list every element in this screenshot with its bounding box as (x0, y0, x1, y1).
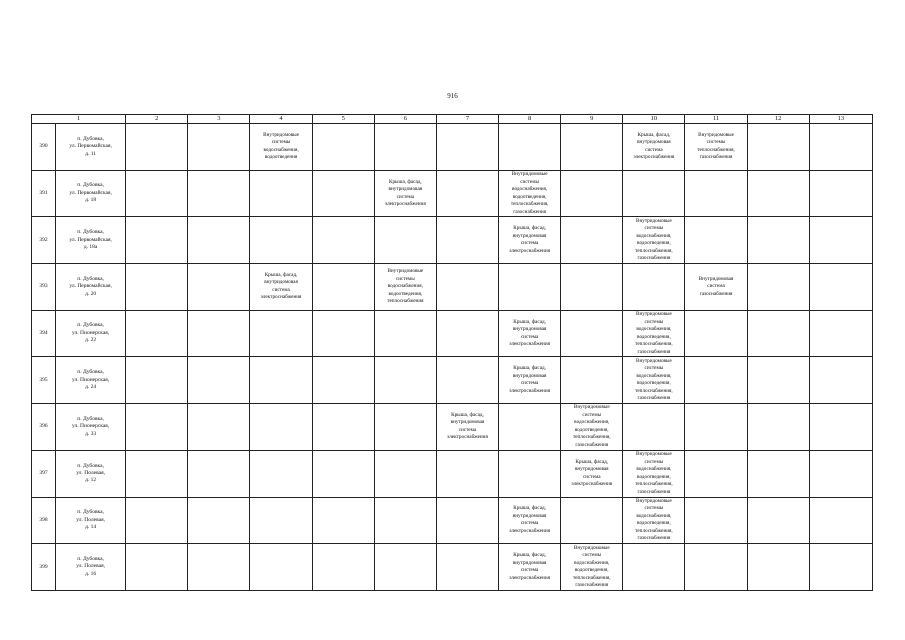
work-cell-col-12 (747, 497, 809, 544)
table-body (32, 124, 873, 591)
row-number-text: 391 (39, 190, 48, 197)
repair-schedule-table (31, 114, 873, 591)
work-cell-col-13 (809, 124, 872, 171)
work-cell-col-10 (623, 124, 685, 171)
work-cell-col-8 (499, 544, 561, 591)
work-cell-col-10 (623, 357, 685, 404)
work-cell-col-9 (561, 310, 623, 357)
work-cell-col-13 (809, 217, 872, 264)
work-cell-col-2 (126, 544, 188, 591)
work-cell-col-3 (188, 310, 250, 357)
work-cell-col-13 (809, 497, 872, 544)
work-cell-col-11 (685, 544, 747, 591)
work-cell-col-8 (499, 310, 561, 357)
work-cell-col-9 (561, 450, 623, 497)
work-cell-col-11 (685, 264, 747, 311)
work-cell-col-12 (747, 450, 809, 497)
table-row (32, 264, 873, 311)
work-cell-col-4 (250, 310, 312, 357)
work-cell-col-4 (250, 404, 312, 451)
column-header-4: 4 (250, 115, 312, 124)
work-cell-text: Внутридомовые системы водоснабжения, водоотведения, теплоснабжения, газоснабжения (635, 451, 673, 495)
address-text: п. Дубовка, ул. Пионерская, д. 33 (72, 415, 110, 437)
address-cell (56, 404, 126, 451)
row-number (32, 404, 56, 451)
work-cell-col-9 (561, 124, 623, 171)
work-cell-col-11 (685, 310, 747, 357)
work-cell-text: Внутридомовые системы водоснабжения, водоотведения, теплоснабжения, газоснабжения (510, 171, 549, 215)
work-cell-col-10 (623, 497, 685, 544)
work-cell-col-12 (747, 264, 809, 311)
work-cell-text: Крыша, фасад, внутридомовая система электроснабжения (384, 178, 426, 208)
work-cell-text: Крыша, фасад, внутридомовая система электроснабжения (633, 131, 675, 161)
work-cell-col-9 (561, 404, 623, 451)
table-row (32, 217, 873, 264)
row-number (32, 217, 56, 264)
work-cell-col-4 (250, 170, 312, 217)
address-cell (56, 450, 126, 497)
work-cell-col-2 (126, 310, 188, 357)
table-row (32, 310, 873, 357)
address-text: п. Дубовка, ул. Полевая, д. 14 (76, 509, 105, 531)
table-row (32, 357, 873, 404)
address-cell (56, 310, 126, 357)
table-row (32, 124, 873, 171)
work-cell-col-6 (374, 404, 436, 451)
column-header-11: 11 (685, 115, 747, 124)
work-cell-col-3 (188, 450, 250, 497)
row-number (32, 310, 56, 357)
work-cell-text: Крыша, фасад, внутридомовая система электроснабжения (509, 225, 550, 254)
work-cell-col-13 (809, 310, 872, 357)
work-cell-col-7 (436, 310, 498, 357)
work-cell-col-5 (312, 544, 374, 591)
work-cell-col-2 (126, 264, 188, 311)
work-cell-col-10 (623, 310, 685, 357)
work-cell-col-12 (747, 544, 809, 591)
work-cell-text: Крыша, фасад, внутридомовая система электроснабжения (509, 318, 550, 348)
work-cell-col-2 (126, 450, 188, 497)
work-cell-col-6 (374, 310, 436, 357)
work-cell-col-10 (623, 264, 685, 311)
work-cell-col-3 (188, 170, 250, 217)
work-cell-col-7 (436, 264, 498, 311)
row-number (32, 264, 56, 311)
work-cell-col-4 (250, 357, 312, 404)
work-cell-col-5 (312, 217, 374, 264)
work-cell-text: Внутридомовые системы водоснабжения, водоотведения, теплоснабжения, газоснабжения (572, 404, 611, 448)
column-header-5: 5 (312, 115, 374, 124)
work-cell-col-12 (747, 124, 809, 171)
work-cell-col-13 (809, 404, 872, 451)
work-cell-col-7 (436, 404, 498, 451)
work-cell-col-13 (809, 264, 872, 311)
work-cell-col-3 (188, 217, 250, 264)
work-cell-col-9 (561, 217, 623, 264)
work-cell-col-5 (312, 264, 374, 311)
row-number-text: 399 (39, 563, 48, 570)
work-cell-col-7 (436, 124, 498, 171)
work-cell-col-9 (561, 264, 623, 311)
column-header-9: 9 (561, 115, 623, 124)
work-cell-col-5 (312, 497, 374, 544)
work-cell-col-6 (374, 217, 436, 264)
column-header-10: 10 (623, 115, 685, 124)
row-number-text: 397 (39, 470, 48, 477)
work-cell-col-12 (747, 357, 809, 404)
work-cell-col-8 (499, 124, 561, 171)
address-cell (56, 217, 126, 264)
address-text: п. Дубовка, ул. Полевая, д. 16 (76, 555, 105, 577)
row-number-text: 394 (39, 330, 48, 337)
column-number-row (32, 115, 873, 124)
row-number-text: 392 (39, 236, 48, 243)
row-number-text: 390 (39, 143, 48, 150)
address-cell (56, 497, 126, 544)
work-cell-text: Внутридомовые системы водоснабжения, водоотведения, теплоснабжения, газоснабжения (572, 544, 611, 589)
work-cell-col-5 (312, 357, 374, 404)
work-cell-col-7 (436, 170, 498, 217)
address-text: п. Дубовка, ул. Первомайская, д. 11 (69, 135, 112, 157)
address-cell (56, 357, 126, 404)
address-cell (56, 124, 126, 171)
work-cell-col-12 (747, 404, 809, 451)
work-cell-col-3 (188, 544, 250, 591)
address-cell (56, 544, 126, 591)
work-cell-text: Внутридомовые системы водоснабжения, водоотведения, теплоснабжения, газоснабжения (635, 217, 673, 262)
work-cell-col-5 (312, 170, 374, 217)
column-header-1: 1 (32, 115, 126, 124)
work-cell-col-10 (623, 170, 685, 217)
work-cell-col-6 (374, 357, 436, 404)
work-cell-col-7 (436, 497, 498, 544)
work-cell-col-8 (499, 404, 561, 451)
work-cell-text: Крыша, фасад, внутридомовая система электроснабжения (509, 365, 550, 394)
work-cell-text: Внутридомовая система газоснабжения (698, 275, 734, 297)
work-cell-col-4 (250, 450, 312, 497)
work-cell-col-9 (561, 170, 623, 217)
work-cell-text: Внутридомовые системы теплоснабжения, газоснабжения (697, 131, 735, 161)
work-cell-text: Внутридомовые системы водоснабжения, водоотведения (263, 131, 299, 161)
table-row (32, 450, 873, 497)
work-cell-col-3 (188, 264, 250, 311)
work-cell-col-8 (499, 357, 561, 404)
work-cell-col-6 (374, 544, 436, 591)
row-number (32, 357, 56, 404)
row-number (32, 544, 56, 591)
work-cell-text: Внутридомовые системы водоснабжения, водоотведения, теплоснабжения (387, 268, 424, 305)
work-cell-col-12 (747, 170, 809, 217)
work-cell-col-11 (685, 124, 747, 171)
work-cell-col-10 (623, 544, 685, 591)
row-number (32, 497, 56, 544)
work-cell-col-11 (685, 497, 747, 544)
table-row (32, 404, 873, 451)
work-cell-col-8 (499, 170, 561, 217)
work-cell-col-6 (374, 124, 436, 171)
table-row (32, 497, 873, 544)
work-cell-col-6 (374, 450, 436, 497)
work-cell-col-4 (250, 497, 312, 544)
work-cell-text: Крыша, фасад, внутридомовая система электроснабжения (447, 411, 488, 441)
work-cell-col-10 (623, 450, 685, 497)
address-cell (56, 170, 126, 217)
work-cell-col-6 (374, 170, 436, 217)
row-number-text: 398 (39, 516, 48, 523)
work-cell-col-13 (809, 450, 872, 497)
address-text: п. Дубовка, ул. Первомайская, д. 18а (69, 229, 112, 250)
work-cell-col-12 (747, 310, 809, 357)
work-cell-text: Крыша, фасад, внутридомовая система электроснабжения (509, 552, 550, 581)
work-cell-col-6 (374, 264, 436, 311)
column-header-13: 13 (809, 115, 872, 124)
work-cell-col-5 (312, 404, 374, 451)
work-cell-col-11 (685, 450, 747, 497)
column-header-3: 3 (188, 115, 250, 124)
work-cell-col-2 (126, 404, 188, 451)
work-cell-text: Внутридомовые системы водоснабжения, водоотведения, теплоснабжения, газоснабжения (635, 311, 673, 355)
work-cell-col-12 (747, 217, 809, 264)
work-cell-col-4 (250, 264, 312, 311)
work-cell-col-10 (623, 404, 685, 451)
work-cell-col-4 (250, 124, 312, 171)
table-row (32, 170, 873, 217)
work-cell-col-11 (685, 404, 747, 451)
row-number (32, 170, 56, 217)
work-cell-col-5 (312, 124, 374, 171)
work-cell-col-13 (809, 170, 872, 217)
row-number-text: 393 (39, 283, 48, 290)
address-text: п. Дубовка, ул. Первомайская, д. 20 (69, 275, 112, 297)
work-cell-text: Крыша, фасад, внутридомовая система электроснабжения (509, 505, 550, 534)
work-cell-col-7 (436, 217, 498, 264)
work-cell-col-3 (188, 404, 250, 451)
work-cell-col-9 (561, 497, 623, 544)
work-cell-col-11 (685, 357, 747, 404)
work-cell-col-9 (561, 357, 623, 404)
work-cell-col-4 (250, 217, 312, 264)
work-cell-col-5 (312, 310, 374, 357)
column-header-2: 2 (126, 115, 188, 124)
work-cell-col-11 (685, 217, 747, 264)
work-cell-col-8 (499, 217, 561, 264)
work-cell-col-13 (809, 544, 872, 591)
work-cell-col-4 (250, 544, 312, 591)
address-text: п. Дубовка, ул. Первомайская, д. 18 (69, 182, 112, 204)
column-header-6: 6 (374, 115, 436, 124)
row-number-text: 395 (39, 376, 48, 383)
work-cell-col-8 (499, 264, 561, 311)
page-number: 916 (447, 92, 458, 100)
row-number-text: 396 (39, 423, 48, 430)
work-cell-col-3 (188, 357, 250, 404)
work-cell-col-3 (188, 497, 250, 544)
work-cell-col-5 (312, 450, 374, 497)
work-cell-col-2 (126, 170, 188, 217)
column-header-7: 7 (436, 115, 498, 124)
work-cell-col-7 (436, 357, 498, 404)
work-cell-col-11 (685, 170, 747, 217)
work-cell-text: Внутридомовые системы водоснабжения, водоотведения, теплоснабжения, газоснабжения (635, 357, 673, 402)
work-cell-text: Крыша, фасад, внутридомовая система электроснабжения (571, 458, 613, 488)
work-cell-text: Крыша, фасад, внутридомовая система электроснабжения (260, 271, 302, 301)
address-text: п. Дубовка, ул. Полевая, д. 12 (76, 462, 105, 484)
work-cell-col-8 (499, 450, 561, 497)
work-cell-col-6 (374, 497, 436, 544)
work-cell-col-2 (126, 357, 188, 404)
work-cell-col-7 (436, 450, 498, 497)
column-header-12: 12 (747, 115, 809, 124)
column-header-8: 8 (499, 115, 561, 124)
table-row (32, 544, 873, 591)
row-number (32, 450, 56, 497)
work-cell-col-7 (436, 544, 498, 591)
address-cell (56, 264, 126, 311)
work-cell-col-10 (623, 217, 685, 264)
work-cell-col-2 (126, 124, 188, 171)
work-cell-col-2 (126, 497, 188, 544)
work-cell-col-8 (499, 497, 561, 544)
work-cell-col-13 (809, 357, 872, 404)
address-text: п. Дубовка, ул. Пионерская, д. 24 (72, 369, 110, 390)
work-cell-text: Внутридомовые системы водоснабжения, водоотведения, теплоснабжения, газоснабжения (635, 497, 673, 542)
address-text: п. Дубовка, ул. Пионерская, д. 22 (72, 322, 110, 344)
row-number (32, 124, 56, 171)
work-cell-col-2 (126, 217, 188, 264)
work-cell-col-9 (561, 544, 623, 591)
work-cell-col-3 (188, 124, 250, 171)
